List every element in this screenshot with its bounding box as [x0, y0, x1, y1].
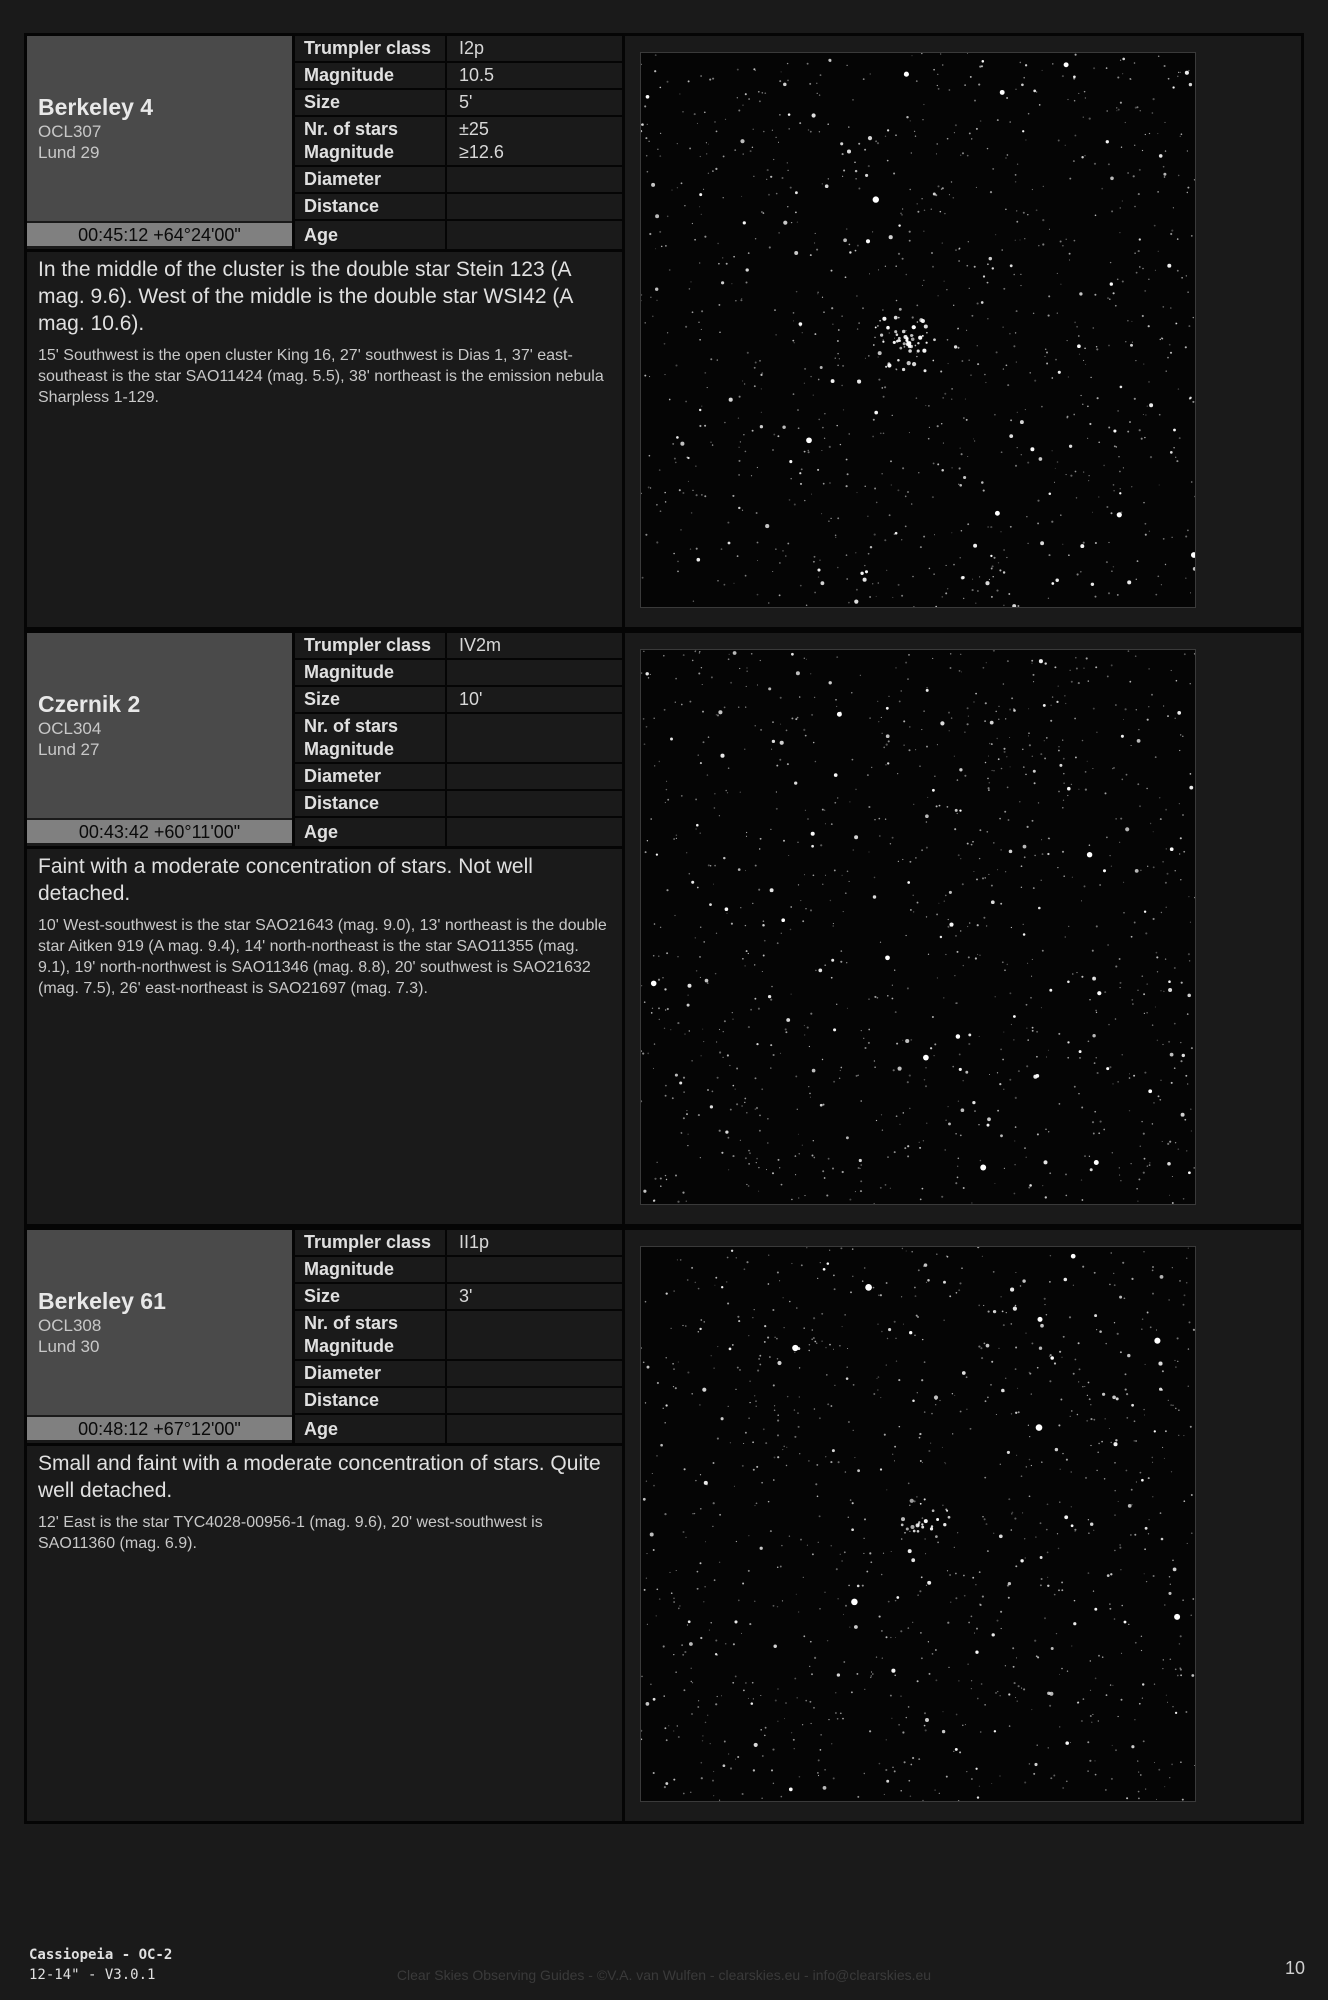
catalog-id: OCL304 — [38, 719, 102, 738]
param-row-magnitude — [295, 660, 622, 687]
param-row-diameter — [295, 1361, 622, 1388]
param-label: Nr. of stars — [304, 1313, 399, 1333]
description: In the middle of the cluster is the double star Stein 123 (A mag. 9.6). West of the middle is the double star WSI42 (A mag. 10.6). — [38, 258, 573, 335]
param-value: 10.5 — [459, 65, 495, 85]
param-label: Trumpler class — [295, 36, 447, 61]
guide-version: 12-14" - V3.0.1 — [29, 1967, 156, 1983]
coordinates: 00:43:42 +60°11'00" — [27, 818, 292, 843]
param-label: Diameter — [295, 764, 447, 789]
param-row-stars — [295, 714, 622, 764]
param-label: Diameter — [295, 1361, 447, 1386]
param-row-size — [295, 90, 622, 117]
param-row-size — [295, 687, 622, 714]
param-label: Distance — [295, 1388, 447, 1413]
parameter-table — [292, 36, 622, 249]
param-label: Age — [295, 1415, 447, 1443]
param-value: II1p — [459, 1232, 490, 1252]
coordinates: 00:45:12 +64°24'00" — [27, 221, 292, 246]
param-value: 3' — [459, 1286, 473, 1306]
param-label: Diameter — [295, 167, 447, 192]
catalog-id: OCL308 — [38, 1316, 102, 1335]
guide-title: Cassiopeia - OC-2 — [29, 1947, 173, 1963]
param-row-age — [295, 1415, 622, 1443]
param-row-magnitude — [295, 63, 622, 90]
param-row-age — [295, 818, 622, 846]
object-name: Czernik 2 — [38, 691, 141, 717]
object-name-box — [27, 36, 292, 221]
cluster-entry — [24, 33, 1304, 630]
parameter-table — [292, 633, 622, 846]
param-label: Distance — [295, 194, 447, 219]
star-field-photo — [640, 1246, 1196, 1802]
catalog-id-alt: Lund 30 — [38, 1337, 100, 1356]
param-label: Size — [295, 1284, 447, 1309]
param-label: Distance — [295, 791, 447, 816]
param-label: Trumpler class — [295, 633, 447, 658]
param-value: 10' — [459, 689, 483, 709]
param-label: Magnitude — [304, 739, 394, 759]
param-label: Magnitude — [295, 1257, 447, 1282]
param-label: Nr. of stars — [304, 716, 399, 736]
object-name: Berkeley 61 — [38, 1288, 166, 1314]
param-row-trumpler — [295, 1230, 622, 1257]
column-divider — [622, 1230, 625, 1821]
param-row-age — [295, 221, 622, 249]
cluster-entry — [24, 630, 1304, 1227]
param-label: Nr. of stars — [304, 119, 399, 139]
param-row-trumpler — [295, 36, 622, 63]
object-name-box — [27, 1230, 292, 1415]
catalog-id-alt: Lund 27 — [38, 740, 100, 759]
param-value: IV2m — [459, 635, 502, 655]
param-label: Size — [295, 90, 447, 115]
object-name-box — [27, 633, 292, 818]
star-field-photo — [640, 52, 1196, 608]
param-label: Age — [295, 221, 447, 249]
surrounding-objects: 12' East is the star TYC4028-00956-1 (mag. 9.6), 20' west-southwest is SAO11360 (mag. 6.9). — [38, 1514, 543, 1552]
param-row-stars — [295, 1311, 622, 1361]
param-row-stars — [295, 117, 622, 167]
description-block — [27, 846, 622, 999]
param-label: Magnitude — [295, 63, 447, 88]
catalog-id-alt: Lund 29 — [38, 143, 100, 162]
param-label: Magnitude — [304, 1336, 394, 1356]
param-row-magnitude — [295, 1257, 622, 1284]
object-name: Berkeley 4 — [38, 94, 154, 120]
param-label: Magnitude — [295, 660, 447, 685]
param-row-distance — [295, 791, 622, 818]
param-label: Trumpler class — [295, 1230, 447, 1255]
param-row-diameter — [295, 167, 622, 194]
surrounding-objects: 15' Southwest is the open cluster King 16, 27' southwest is Dias 1, 37' east-southeast is the star SAO11424 (mag. 5.5), 38' northeast is the emission nebula Sharpless 1-129. — [38, 347, 604, 406]
footer-credit: Clear Skies Observing Guides - ©V.A. van Wulfen - clearskies.eu - info@clearskies.eu — [396, 1967, 932, 1983]
param-value: I2p — [459, 38, 485, 58]
param-label: Size — [295, 687, 447, 712]
description: Small and faint with a moderate concentration of stars. Quite well detached. — [38, 1452, 601, 1502]
column-divider — [622, 36, 625, 627]
column-divider — [622, 633, 625, 1224]
star-field-photo — [640, 649, 1196, 1205]
description-block — [27, 1443, 622, 1554]
param-row-diameter — [295, 764, 622, 791]
param-row-size — [295, 1284, 622, 1311]
cluster-entry — [24, 1227, 1304, 1824]
param-row-distance — [295, 194, 622, 221]
description-block — [27, 249, 622, 408]
coordinates: 00:48:12 +67°12'00" — [27, 1415, 292, 1440]
param-label: Age — [295, 818, 447, 846]
param-value: ±25 — [459, 119, 489, 139]
param-row-distance — [295, 1388, 622, 1415]
param-row-trumpler — [295, 633, 622, 660]
param-label: Magnitude — [304, 142, 394, 162]
parameter-table — [292, 1230, 622, 1443]
param-value: 5' — [459, 92, 473, 112]
surrounding-objects: 10' West-southwest is the star SAO21643 (mag. 9.0), 13' northeast is the double star Aitken 919 (A mag. 9.4), 14' north-northeast is the star SAO11355 (mag. 9.1), 19' north-northwest is SAO11346 (mag. 8.8), 20' southwest is SAO21632 (mag. 7.5), 26' east-northeast is SAO21697 (mag. 7.3). — [38, 917, 607, 997]
page-number: 10 — [1284, 1958, 1305, 1978]
catalog-id: OCL307 — [38, 122, 102, 141]
description: Faint with a moderate concentration of stars. Not well detached. — [38, 855, 533, 905]
param-value: ≥12.6 — [459, 142, 504, 162]
